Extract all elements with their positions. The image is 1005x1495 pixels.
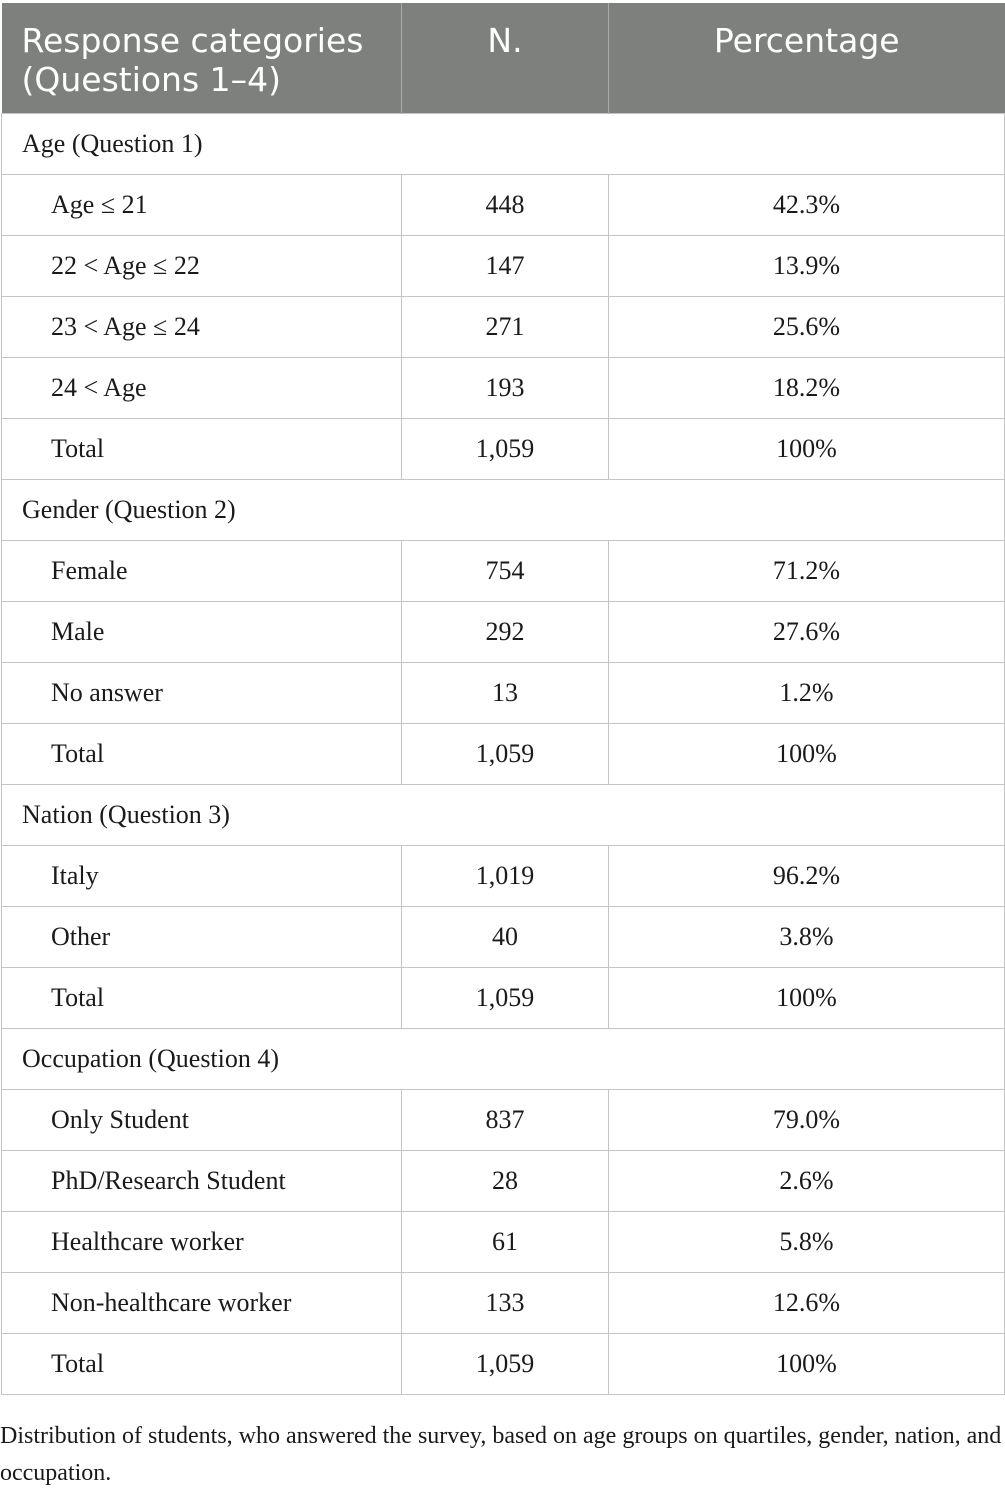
table-row xyxy=(2,845,1005,906)
row-label: PhD/Research Student xyxy=(2,1150,402,1211)
row-percentage: 13.9% xyxy=(609,235,1005,296)
table-row-total xyxy=(2,723,1005,784)
row-label: No answer xyxy=(2,662,402,723)
row-count: 28 xyxy=(402,1150,609,1211)
table-row xyxy=(2,357,1005,418)
row-label: Total xyxy=(2,418,402,479)
table-row xyxy=(2,296,1005,357)
header-n: N. xyxy=(402,3,609,113)
row-percentage: 96.2% xyxy=(609,845,1005,906)
row-label: Male xyxy=(2,601,402,662)
table-row xyxy=(2,1150,1005,1211)
table-body xyxy=(2,113,1005,1394)
row-label: Female xyxy=(2,540,402,601)
row-label: 24 < Age xyxy=(2,357,402,418)
row-label: Only Student xyxy=(2,1089,402,1150)
row-percentage: 5.8% xyxy=(609,1211,1005,1272)
row-count: 13 xyxy=(402,662,609,723)
row-percentage: 12.6% xyxy=(609,1272,1005,1333)
row-label: Healthcare worker xyxy=(2,1211,402,1272)
row-label: 22 < Age ≤ 22 xyxy=(2,235,402,296)
row-percentage: 18.2% xyxy=(609,357,1005,418)
row-percentage: 42.3% xyxy=(609,174,1005,235)
table-row xyxy=(2,1211,1005,1272)
row-label: Total xyxy=(2,1333,402,1394)
table-row xyxy=(2,1089,1005,1150)
row-percentage: 79.0% xyxy=(609,1089,1005,1150)
group-title: Gender (Question 2) xyxy=(2,479,1005,540)
table-row xyxy=(2,540,1005,601)
group-title: Occupation (Question 4) xyxy=(2,1028,1005,1089)
header-percentage: Percentage xyxy=(609,3,1005,113)
group-row-gender xyxy=(2,479,1005,540)
row-label: Italy xyxy=(2,845,402,906)
table-row xyxy=(2,662,1005,723)
table-row xyxy=(2,906,1005,967)
row-label: Age ≤ 21 xyxy=(2,174,402,235)
row-label: Other xyxy=(2,906,402,967)
row-count: 837 xyxy=(402,1089,609,1150)
row-label: Total xyxy=(2,967,402,1028)
row-percentage: 71.2% xyxy=(609,540,1005,601)
group-row-occupation xyxy=(2,1028,1005,1089)
row-label: Total xyxy=(2,723,402,784)
table-header xyxy=(2,3,1005,113)
table-row xyxy=(2,1272,1005,1333)
row-count: 193 xyxy=(402,357,609,418)
row-count: 292 xyxy=(402,601,609,662)
row-count: 40 xyxy=(402,906,609,967)
row-percentage: 100% xyxy=(609,967,1005,1028)
table-row xyxy=(2,601,1005,662)
row-count: 1,059 xyxy=(402,967,609,1028)
header-row xyxy=(2,3,1005,113)
row-count: 61 xyxy=(402,1211,609,1272)
group-title: Nation (Question 3) xyxy=(2,784,1005,845)
table-row xyxy=(2,235,1005,296)
row-count: 133 xyxy=(402,1272,609,1333)
row-label: 23 < Age ≤ 24 xyxy=(2,296,402,357)
row-count: 271 xyxy=(402,296,609,357)
table-row-total xyxy=(2,1333,1005,1394)
table-row-total xyxy=(2,418,1005,479)
row-percentage: 100% xyxy=(609,723,1005,784)
row-percentage: 2.6% xyxy=(609,1150,1005,1211)
row-count: 448 xyxy=(402,174,609,235)
data-table xyxy=(1,3,1005,1395)
row-count: 1,059 xyxy=(402,1333,609,1394)
group-row-nation xyxy=(2,784,1005,845)
row-percentage: 3.8% xyxy=(609,906,1005,967)
group-title: Age (Question 1) xyxy=(2,113,1005,174)
row-count: 1,059 xyxy=(402,418,609,479)
row-percentage: 27.6% xyxy=(609,601,1005,662)
row-percentage: 1.2% xyxy=(609,662,1005,723)
row-count: 1,019 xyxy=(402,845,609,906)
row-percentage: 100% xyxy=(609,1333,1005,1394)
row-count: 147 xyxy=(402,235,609,296)
table-caption: Distribution of students, who answered the survey, based on age groups on quartiles, gender, nation, and occupation. xyxy=(0,1423,1002,1486)
header-response-categories: Response categories (Questions 1–4) xyxy=(2,3,402,113)
table-row xyxy=(2,174,1005,235)
row-percentage: 100% xyxy=(609,418,1005,479)
row-count: 754 xyxy=(402,540,609,601)
row-percentage: 25.6% xyxy=(609,296,1005,357)
row-label: Non-healthcare worker xyxy=(2,1272,402,1333)
table-row-total xyxy=(2,967,1005,1028)
row-count: 1,059 xyxy=(402,723,609,784)
group-row-age xyxy=(2,113,1005,174)
